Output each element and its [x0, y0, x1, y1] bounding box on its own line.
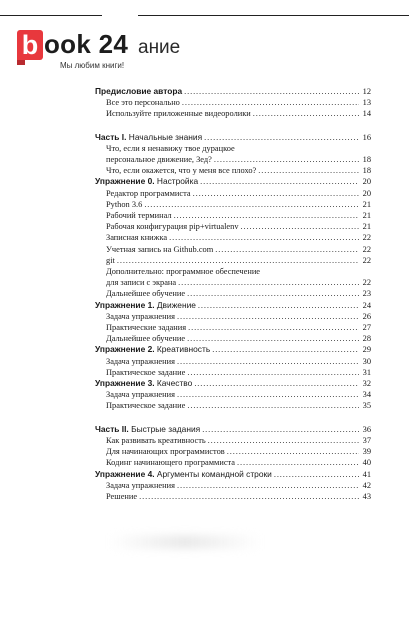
toc-entry-title-main: Дальнейшее обучение — [106, 334, 186, 344]
toc-leader-dots — [187, 333, 359, 344]
toc-entry-title-rest: Креативность — [154, 344, 211, 355]
toc-leader-dots — [202, 424, 359, 435]
toc-subentry — [95, 232, 371, 243]
toc-leader-dots — [200, 176, 359, 187]
toc-entry-title — [106, 210, 172, 221]
toc-leader-dots — [214, 154, 359, 165]
toc-entry-title — [106, 267, 260, 276]
toc-page-number: 29 — [362, 345, 371, 355]
toc-part-entry — [95, 424, 371, 435]
toc-entry-title-main: git — [106, 255, 115, 265]
toc-entry-title — [95, 132, 202, 143]
toc-gap — [95, 120, 371, 132]
toc-entry-title — [95, 176, 198, 187]
toc-leader-dots — [198, 300, 359, 311]
toc-entry-title-rest: Начальные знания — [126, 131, 203, 142]
toc-subentry — [95, 97, 371, 108]
toc-entry-title — [106, 367, 185, 378]
toc-page-number: 18 — [362, 166, 371, 176]
toc-leader-dots — [187, 288, 359, 299]
toc-page-number: 35 — [362, 401, 371, 411]
toc-entry-title — [106, 356, 175, 367]
toc-leader-dots — [177, 389, 359, 400]
toc-page-number: 23 — [362, 289, 371, 299]
toc-entry-title — [106, 322, 186, 333]
toc-page-number: 37 — [362, 435, 371, 445]
toc-leader-dots — [169, 232, 359, 243]
toc-subentry — [95, 333, 371, 344]
book24-logo — [14, 28, 194, 73]
toc-subentry — [95, 491, 371, 502]
logo-b-mark: b — [17, 30, 43, 60]
toc-leader-dots — [241, 221, 359, 232]
toc-entry-title — [106, 400, 185, 411]
toc-leader-dots — [193, 188, 359, 199]
toc-leader-dots — [144, 199, 359, 210]
toc-subentry — [95, 288, 371, 299]
toc-entry-title-main: Часть I. — [95, 131, 127, 142]
toc-leader-dots — [274, 469, 359, 480]
toc-page-number: 36 — [362, 424, 371, 434]
toc-entry-title — [106, 165, 256, 176]
toc-leader-dots — [194, 378, 359, 389]
toc-entry-title-rest: Быстрые задания — [128, 423, 201, 434]
toc-page-number: 21 — [362, 222, 371, 232]
toc-entry-title-main: Задача упражнения — [106, 356, 175, 366]
toc-entry-title — [106, 97, 180, 108]
toc-leader-dots — [215, 244, 359, 255]
toc-entry-title — [106, 389, 175, 400]
toc-leader-dots — [227, 446, 359, 457]
toc-entry-title-main: Упражнение 3. — [95, 378, 155, 389]
toc-entry-title-main: Практическое задание — [106, 401, 186, 411]
toc-leader-dots — [208, 435, 359, 446]
toc-entry-title — [106, 221, 239, 232]
toc-leader-dots — [178, 277, 359, 288]
toc-entry-title-main: персональное движение, Зед? — [106, 155, 212, 165]
toc-subentry — [95, 367, 371, 378]
toc-entry-title — [95, 300, 196, 311]
toc-entry-title — [95, 344, 210, 355]
toc-page-number: 41 — [362, 469, 371, 479]
toc-entry-title — [106, 108, 251, 119]
toc-entry-title — [95, 469, 272, 480]
toc-subentry — [95, 108, 371, 119]
toc-page-number: 18 — [362, 155, 371, 165]
toc-page-number: 39 — [362, 447, 371, 457]
toc-page-number: 34 — [362, 390, 371, 400]
toc-subentry — [95, 210, 371, 221]
toc-entry-title-main: Решение — [106, 491, 138, 501]
toc-subentry — [95, 199, 371, 210]
toc-subentry — [95, 446, 371, 457]
toc-section-entry — [95, 300, 371, 311]
toc-entry-title — [95, 86, 182, 97]
toc-entry-title-rest: Качество — [154, 378, 193, 389]
toc-page-number: 30 — [362, 356, 371, 366]
toc-page-number: 22 — [362, 278, 371, 288]
toc-leader-dots — [182, 97, 359, 108]
toc-entry-title — [106, 232, 167, 243]
toc-entry-title-main: Все это персонально — [106, 98, 180, 108]
toc-page-number: 12 — [362, 87, 371, 96]
toc-subentry — [95, 400, 371, 411]
toc-subentry — [95, 165, 371, 176]
toc-entry-title — [106, 435, 206, 446]
toc-subentry — [95, 244, 371, 255]
toc-leader-dots — [187, 367, 359, 378]
toc-leader-dots — [177, 480, 359, 491]
toc-subentry — [95, 311, 371, 322]
toc-subentry — [95, 435, 371, 446]
toc-page-number: 43 — [362, 491, 371, 501]
toc-leader-dots — [117, 255, 359, 266]
toc-entry-title-main: Для начинающих программистов — [106, 447, 225, 457]
toc-subentry — [95, 154, 371, 165]
toc-entry-title — [106, 244, 213, 255]
toc-entry-title — [106, 277, 176, 288]
logo-slogan: Мы любим книги! — [60, 61, 125, 70]
toc-entry-title — [106, 457, 235, 468]
toc-leader-dots — [188, 322, 359, 333]
toc-entry-title — [95, 378, 192, 389]
toc-entry-title — [106, 154, 212, 165]
toc-leader-dots — [212, 344, 359, 355]
toc-page-number: 16 — [362, 132, 371, 142]
toc-entry-title-rest: Аргументы командной строки — [154, 468, 272, 479]
toc-subentry — [95, 356, 371, 367]
toc-section-entry — [95, 378, 371, 389]
toc-entry-title — [106, 333, 185, 344]
toc-entry-title-main: Записная книжка — [106, 233, 168, 243]
toc-entry-title-main: Python 3.6 — [106, 199, 143, 209]
toc-page-number: 14 — [362, 109, 371, 119]
toc-entry-title-main: Используйте приложенные видеоролики — [106, 109, 251, 119]
toc-entry-title — [106, 446, 225, 457]
toc-page-number: 20 — [362, 188, 371, 198]
toc-leader-dots — [184, 86, 359, 97]
toc-entry-title — [106, 288, 185, 299]
toc-subentry — [95, 255, 371, 266]
toc-leader-dots — [253, 108, 359, 119]
toc-entry-title — [106, 188, 191, 199]
toc-subentry — [95, 188, 371, 199]
toc-subentry — [95, 389, 371, 400]
top-rule-right — [138, 15, 409, 16]
toc-page-number: 32 — [362, 379, 371, 389]
toc-entry-title-rest: Настройка — [154, 176, 199, 187]
toc-entry-title-main: Упражнение 2. — [95, 344, 155, 355]
toc-entry-title-rest: Движение — [154, 299, 196, 310]
toc-leader-dots — [237, 457, 359, 468]
toc-subentry — [95, 480, 371, 491]
toc-part-entry — [95, 132, 371, 143]
toc-subentry — [95, 277, 371, 288]
toc-entry-title — [106, 491, 137, 502]
toc-page-number: 42 — [362, 480, 371, 490]
toc-entry-title-main: Задача упражнения — [106, 480, 175, 490]
toc-entry-title-main: Практическое задание — [106, 367, 186, 377]
toc-section-entry — [95, 176, 371, 187]
toc-subentry — [95, 457, 371, 468]
toc-page-number: 20 — [362, 177, 371, 187]
toc-page-number: 31 — [362, 367, 371, 377]
toc-entry-title-main: Кодинг начинающего программиста — [106, 458, 236, 468]
toc-leader-dots — [139, 491, 359, 502]
table-of-contents — [95, 86, 371, 502]
toc-page-number: 24 — [362, 300, 371, 310]
toc-leader-dots — [174, 210, 359, 221]
toc-leader-dots — [204, 132, 359, 143]
toc-subentry — [95, 221, 371, 232]
toc-page-number: 40 — [362, 458, 371, 468]
toc-entry-title-main: Задача упражнения — [106, 311, 175, 321]
toc-entry-title — [106, 199, 142, 210]
toc-page-number: 28 — [362, 334, 371, 344]
toc-page-number: 26 — [362, 311, 371, 321]
page-heading-fragment: ание — [138, 37, 181, 58]
toc-entry-title-main: Как развивать креативность — [106, 435, 206, 445]
toc-entry-title — [95, 424, 200, 435]
blurred-footer — [110, 535, 260, 549]
toc-entry-title — [106, 480, 175, 491]
toc-entry-title-main: Дальнейшее обучение — [106, 289, 186, 299]
toc-leader-dots — [258, 165, 359, 176]
toc-entry-title-main: Что, если я ненавижу твое дурацкое — [106, 143, 235, 153]
toc-entry-title — [106, 144, 235, 153]
toc-entry-title-main: Часть II. — [95, 423, 129, 434]
toc-subentry — [95, 322, 371, 333]
toc-page-number: 27 — [362, 323, 371, 333]
top-rule-left — [0, 15, 102, 16]
toc-entry-title-main: Упражнение 0. — [95, 176, 155, 187]
toc-page-number: 22 — [362, 233, 371, 243]
toc-entry-title-main: Предисловие автора — [95, 86, 183, 96]
toc-entry-title-main: для записи с экрана — [106, 278, 177, 288]
toc-section-entry — [95, 86, 371, 97]
toc-section-entry — [95, 469, 371, 480]
toc-leader-dots — [177, 356, 359, 367]
toc-entry-title-main: Упражнение 4. — [95, 468, 155, 479]
toc-entry-title-main: Практические задания — [106, 323, 187, 333]
toc-page-number: 21 — [362, 211, 371, 221]
toc-entry-title-main: Учетная запись на Github.com — [106, 244, 214, 254]
toc-section-entry — [95, 344, 371, 355]
toc-entry-title-main: Дополнительно: программное обеспечение — [106, 267, 261, 277]
toc-page-number: 13 — [362, 98, 371, 108]
toc-entry-title-main: Упражнение 1. — [95, 299, 155, 310]
toc-entry-title-main: Рабочая конфигурация pip+virtualenv — [106, 222, 239, 232]
toc-leader-dots — [177, 311, 359, 322]
toc-entry-title-main: Редактор программиста — [106, 188, 191, 198]
toc-subentry — [95, 266, 371, 277]
toc-entry-title — [106, 311, 175, 322]
toc-entry-title-main: Рабочий терминал — [106, 211, 172, 221]
toc-page-number: 22 — [362, 255, 371, 265]
toc-entry-title-main: Задача упражнения — [106, 390, 175, 400]
toc-page-number: 22 — [362, 244, 371, 254]
toc-entry-title — [106, 255, 115, 266]
toc-leader-dots — [187, 400, 359, 411]
toc-subentry — [95, 143, 371, 154]
toc-entry-title-main: Что, если окажется, что у меня все плохо? — [106, 166, 257, 176]
toc-gap — [95, 412, 371, 424]
toc-page-number: 21 — [362, 199, 371, 209]
logo-wordmark: ook 24 — [44, 29, 129, 59]
